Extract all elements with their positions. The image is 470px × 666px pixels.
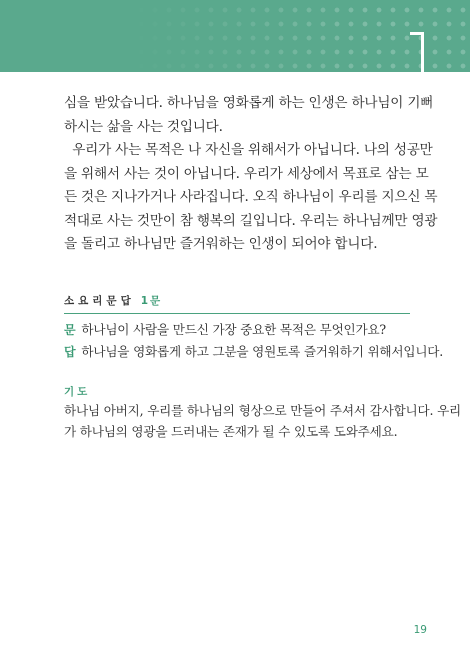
body-line: 하시는 삶을 사는 것입니다. <box>64 118 223 135</box>
body-line: 적대로 사는 것만이 참 행복의 길입니다. 우리는 하나님께만 영광 <box>64 212 438 229</box>
question-text: 하나님이 사람을 만드신 가장 중요한 목적은 무엇인가요? <box>81 322 386 337</box>
prayer-line: 하나님 아버지, 우리를 하나님의 형상으로 만들어 주셔서 감사합니다. 우리 <box>64 403 461 418</box>
catechism-answer <box>64 342 444 362</box>
page-number: 19 <box>413 624 427 636</box>
catechism-heading <box>64 293 162 308</box>
prayer-label: 기도 <box>64 386 91 398</box>
question-marker: 문 <box>64 323 76 337</box>
header-band <box>0 0 470 72</box>
body-line: 을 위해서 사는 것이 아닙니다. 우리가 세상에서 목표로 삼는 모 <box>64 165 429 182</box>
body-line: 을 돌리고 하나님만 즐거워하는 인생이 되어야 합니다. <box>64 236 378 253</box>
body-line: 우리가 사는 목적은 나 자신을 위해서가 아닙니다. 나의 성공만 <box>64 142 433 158</box>
answer-marker: 답 <box>64 345 76 359</box>
body-paragraph-2 <box>64 139 438 257</box>
chapter-corner-mark <box>410 32 424 72</box>
body-line: 든 것은 지나가거나 사라집니다. 오직 하나님이 우리를 지으신 목 <box>64 189 438 206</box>
prayer-line: 가 하나님의 영광을 드러내는 존재가 될 수 있도록 도와주세요. <box>64 424 398 439</box>
answer-text: 하나님을 영화롭게 하고 그분을 영원토록 즐거워하기 위해서입니다. <box>81 344 444 359</box>
body-paragraph-1 <box>64 92 434 139</box>
catechism-question <box>64 320 410 340</box>
section-divider <box>64 313 410 314</box>
prayer-text <box>64 400 461 442</box>
catechism-number: 1문 <box>140 295 163 307</box>
catechism-title: 소요리문답 <box>64 295 135 307</box>
body-line: 심을 받았습니다. 하나님을 영화롭게 하는 인생은 하나님이 기뻐 <box>64 95 434 111</box>
